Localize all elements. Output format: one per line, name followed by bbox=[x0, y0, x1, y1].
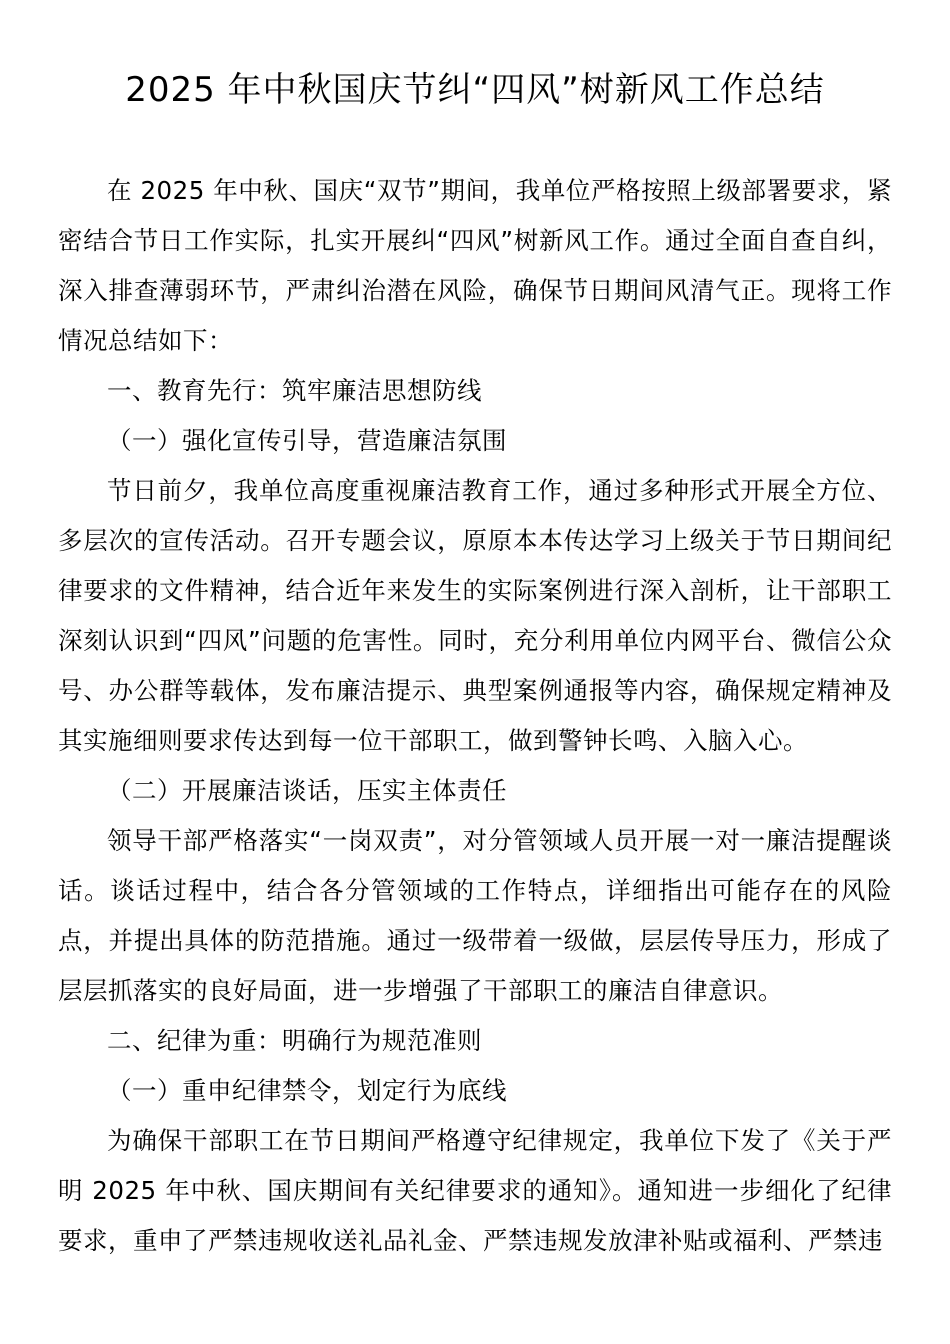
section-heading-2: 二、纪律为重：明确行为规范准则 bbox=[107, 1026, 482, 1055]
body-paragraph: 节日前夕，我单位高度重视廉洁教育工作，通过多种形式开展全方位、多层次的宣传活动。召开专题会议，原原本本传达学习上级关于节日期间纪律要求的文件精神，结合近年来发生的实际案例进行深入剖析，让干部职工深刻认识到“四风”问题的危害性。同时，充分利用单位内网平台、微信公众号、办公群等载体，发布廉洁提示、典型案例通报等内容，确保规定精神及其实施细则要求传达到每一位干部职工，做到警钟长鸣、入脑入心。 bbox=[58, 476, 892, 755]
intro-paragraph: 在 2025 年中秋、国庆“双节”期间，我单位严格按照上级部署要求，紧密结合节日工作实际，扎实开展纠“四风”树新风工作。通过全面自查自纠，深入排查薄弱环节，严肃纠治潜在风险，确保节日期间风清气正。现将工作情况总结如下： bbox=[58, 176, 892, 355]
subsection-heading-1-1: （一）强化宣传引导，营造廉洁氛围 bbox=[107, 426, 507, 455]
subsection-heading-2-1: （一）重申纪律禁令，划定行为底线 bbox=[107, 1076, 507, 1105]
body-paragraph: 为确保干部职工在节日期间严格遵守纪律规定，我单位下发了《关于严明 2025 年中秋、国庆期间有关纪律要求的通知》。通知进一步细化了纪律要求，重申了严禁违规收送礼品礼金、严禁违规发放津补贴或福利、严禁违 bbox=[58, 1126, 892, 1255]
section-heading-1: 一、教育先行：筑牢廉洁思想防线 bbox=[107, 376, 482, 405]
body-paragraph: 领导干部严格落实“一岗双责”，对分管领域人员开展一对一廉洁提醒谈话。谈话过程中，结合各分管领域的工作特点，详细指出可能存在的风险点，并提出具体的防范措施。通过一级带着一级做，层层传导压力，形成了层层抓落实的良好局面，进一步增强了干部职工的廉洁自律意识。 bbox=[58, 826, 892, 1005]
document-body bbox=[58, 166, 892, 1266]
subsection-heading-1-2: （二）开展廉洁谈话，压实主体责任 bbox=[107, 776, 507, 805]
document-title: 2025 年中秋国庆节纠“四风”树新风工作总结 bbox=[125, 70, 825, 110]
